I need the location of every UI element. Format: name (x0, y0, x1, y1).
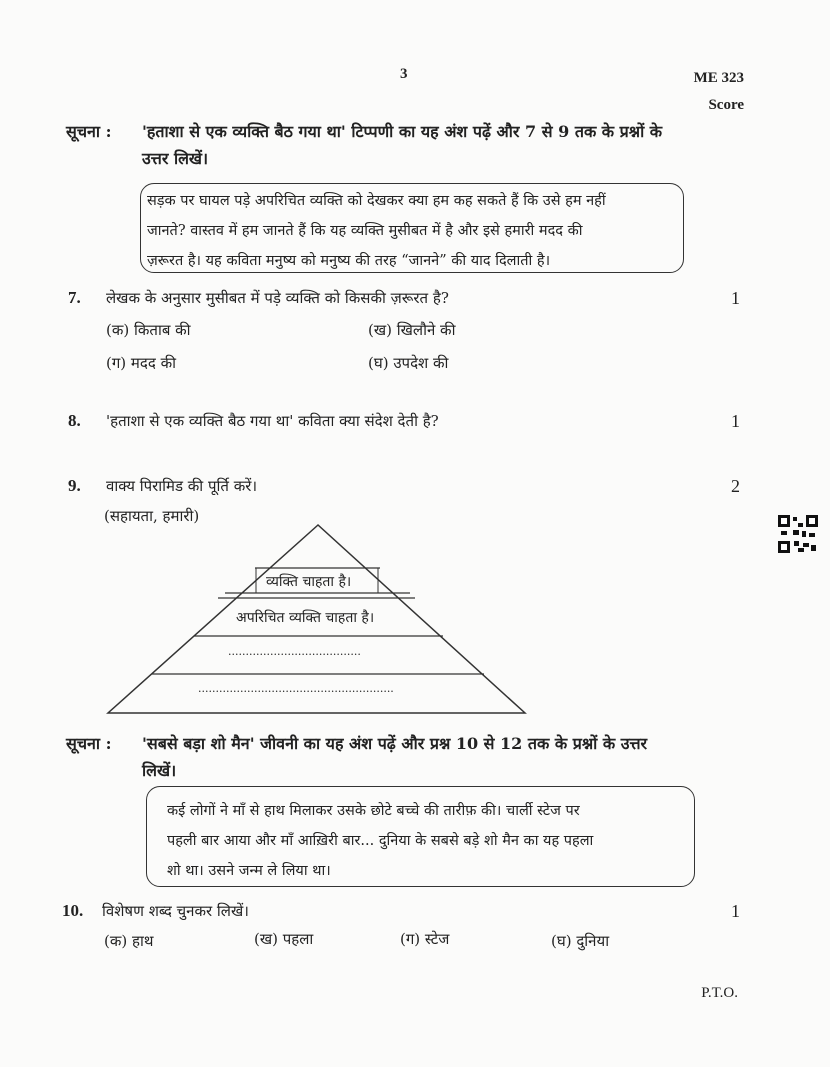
notice-label: सूचना : (66, 734, 112, 753)
question-number: 7. (68, 288, 81, 307)
notice-text: 'हताशा से एक व्यक्ति बैठ गया था' टिप्पणी का यह अंश पढ़ें और 7 से 9 तक के प्रश्नों के (142, 122, 663, 141)
option: (ग) मदद की (106, 354, 176, 372)
marks: 2 (731, 476, 740, 496)
question-number: 10. (62, 901, 84, 920)
pyramid-tier-1: व्यक्ति चाहता है। (266, 574, 352, 590)
option: (ख) पहला (254, 930, 314, 948)
passage-line: शो था। उसने जन्म ले लिया था। (167, 863, 331, 879)
option: (क) हाथ (104, 932, 154, 950)
question-text: वाक्य पिरामिड की पूर्ति करें। (106, 477, 258, 495)
marks: 1 (731, 411, 740, 431)
marks: 1 (731, 288, 740, 308)
passage-box (146, 786, 695, 887)
question-number: 9. (68, 476, 81, 495)
option: (ख) खिलौने की (368, 321, 456, 339)
option: (क) किताब की (106, 321, 191, 339)
score-label: Score (708, 97, 744, 113)
notice-label: सूचना : (66, 122, 112, 141)
notice-text: उत्तर लिखें। (142, 149, 209, 168)
pyramid-tier-3-blank[interactable]: ...................................... (228, 645, 361, 658)
please-turn-over: P.T.O. (701, 985, 738, 1001)
paper-code: ME 323 (693, 70, 744, 86)
pyramid-tier-4-blank[interactable]: ........................................................ (198, 682, 394, 695)
question-text: विशेषण शब्द चुनकर लिखें। (102, 902, 249, 920)
qr-code-icon (778, 515, 818, 553)
hint-words: (सहायता, हमारी) (104, 507, 200, 525)
notice-text: 'सबसे बड़ा शो मैन' जीवनी का यह अंश पढ़ें और प्रश्न 10 से 12 तक के प्रश्नों के उत्तर (142, 734, 648, 753)
page-number: 3 (400, 66, 408, 82)
passage-line: सड़क पर घायल पड़े अपरिचित व्यक्ति को देखकर क्या हम कह सकते हैं कि उसे हम नहीं (147, 193, 606, 209)
question-text: लेखक के अनुसार मुसीबत में पड़े व्यक्ति को किसकी ज़रूरत है? (106, 289, 449, 307)
option: (घ) उपदेश की (368, 354, 449, 372)
passage-line: जानते? वास्तव में हम जानते हैं कि यह व्यक्ति मुसीबत में है और इसे हमारी मदद की (147, 223, 583, 239)
option: (ग) स्टेज (400, 930, 450, 948)
passage-line: पहली बार आया और माँ आख़िरी बार... दुनिया के सबसे बड़े शो मैन का यह पहला (167, 833, 594, 849)
passage-line: ज़रूरत है। यह कविता मनुष्य को मनुष्य की तरह “जानने” की याद दिलाती है। (147, 253, 551, 269)
pyramid-tier-2: अपरिचित व्यक्ति चाहता है। (236, 610, 375, 626)
notice-text: लिखें। (142, 761, 177, 780)
question-number: 8. (68, 411, 81, 430)
passage-line: कई लोगों ने माँ से हाथ मिलाकर उसके छोटे बच्चे की तारीफ़ की। चार्ली स्टेज पर (167, 803, 580, 819)
question-text: 'हताशा से एक व्यक्ति बैठ गया था' कविता क्या संदेश देती है? (106, 412, 439, 430)
marks: 1 (731, 901, 740, 921)
option: (घ) दुनिया (551, 932, 610, 950)
